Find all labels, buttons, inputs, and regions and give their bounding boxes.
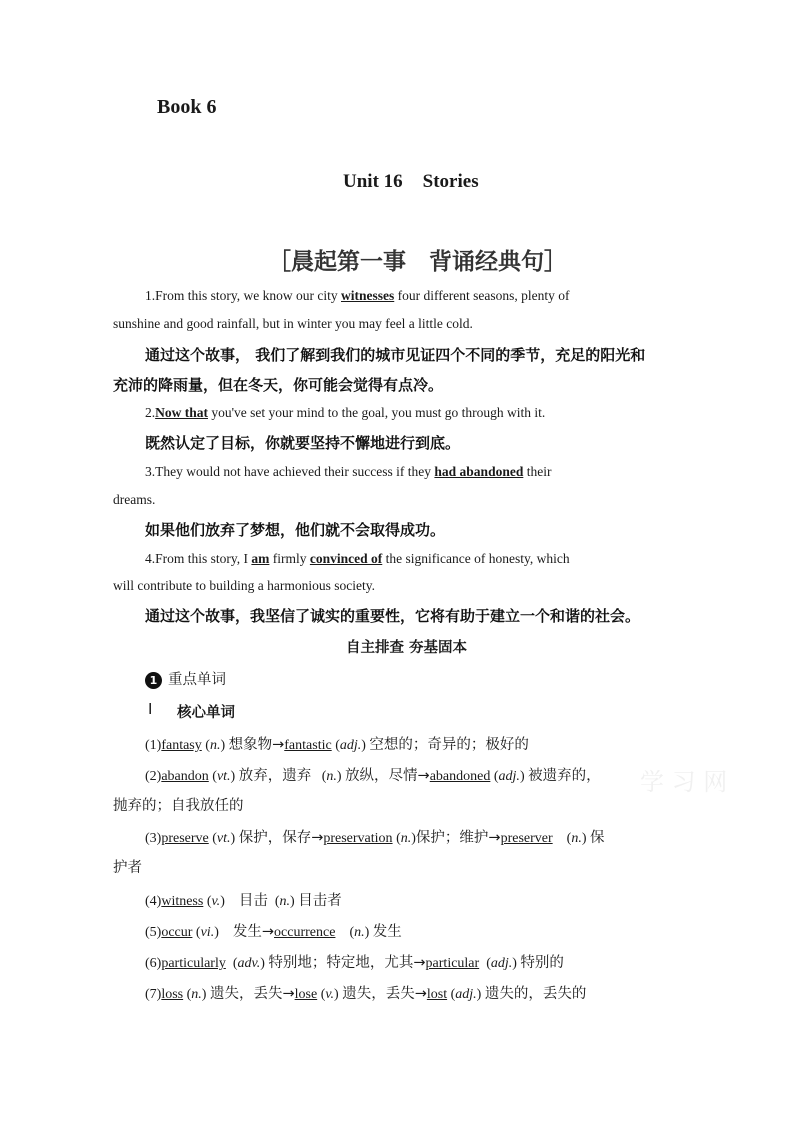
sentence-2-zh-line1: 既然认定了目标，你就要坚持不懈地进行到底。 [145, 434, 461, 452]
vocab-meaning: 目击 [238, 893, 268, 909]
part-of-speech: v. [325, 987, 335, 1002]
vocab-meaning: 保护；维护→ [415, 830, 501, 846]
sentence-1-en-line1 [145, 288, 569, 304]
key-phrase: had abandoned [434, 464, 524, 479]
sentence-2-en-line1 [145, 405, 545, 421]
subsection-label: 重点单词 [168, 672, 226, 688]
part-of-speech: n. [571, 831, 582, 846]
part-of-speech: n. [279, 894, 291, 909]
part-of-speech: n. [326, 769, 337, 784]
key-phrase: witnesses [341, 288, 395, 303]
part-of-speech: n. [191, 987, 202, 1002]
sentence-number: 3. [145, 464, 156, 479]
vocab-word: particular [425, 956, 480, 971]
vocab-meaning: 发生→ [232, 924, 275, 940]
sentence-1-zh-line1: 通过这个故事， 我们了解到我们的城市见证四个不同的季节，充足的阳光和 [145, 346, 646, 364]
subsection-heading [145, 668, 226, 689]
sentence-4-en-line2: will contribute to building a harmonious society. [113, 578, 375, 593]
vocab-word: occurrence [274, 925, 336, 940]
vocab-meaning: 想象物→ [228, 737, 285, 753]
vocab-word: lose [294, 987, 318, 1002]
vocab-meaning: 发生 [372, 924, 402, 940]
part-of-speech: adv. [237, 956, 261, 971]
sentence-4-zh-line1: 通过这个故事，我坚信了诚实的重要性，它将有助于建立一个和谐的社会。 [145, 607, 641, 625]
item-number: (7) [145, 987, 162, 1002]
part-of-speech: vt. [216, 769, 231, 784]
sentence-3-en-line2: dreams. [113, 492, 156, 507]
part-of-speech: vt. [216, 831, 231, 846]
part-of-speech: n. [354, 925, 365, 940]
sentence-1-zh-line2: 充沛的降雨量，但在冬天，你可能会觉得有点冷。 [113, 376, 444, 394]
circled-number-icon: 1 [145, 672, 162, 689]
part-of-speech: vi. [200, 925, 215, 940]
vocab-word: loss [161, 987, 184, 1002]
vocab-meaning: 遗失的，丢失的 [484, 986, 587, 1002]
sentence-3-zh-line1: 如果他们放弃了梦想，他们就不会取得成功。 [145, 521, 446, 539]
vocab-item-5: (5)occur (vi.) 发生→occurrence (n.) 发生 [145, 924, 402, 940]
vocab-meaning: 遗失，丢失→ [209, 986, 295, 1002]
vocab-word: witness [161, 894, 204, 909]
vocab-word: preservation [323, 831, 393, 846]
unit-title [343, 171, 479, 193]
item-number: (1) [145, 738, 162, 753]
vocab-word: abandoned [429, 769, 491, 784]
vocab-meaning: 特别地；特定地，尤其→ [268, 955, 426, 971]
part-of-speech: adj. [490, 956, 513, 971]
vocab-item-7: (7)loss (n.) 遗失，丢失→lose (v.) 遗失，丢失→lost (adj.) 遗失的，丢失的 [145, 986, 587, 1002]
vocab-item-4: (4)witness (v.) 目击 (n.) 目击者 [145, 893, 342, 909]
roman-numeral: Ⅰ [148, 702, 153, 718]
part-of-speech: v. [211, 894, 221, 909]
vocab-meaning: 被遗弃的， [528, 768, 601, 784]
vocab-word: abandon [161, 769, 209, 784]
key-phrase: convinced of [309, 551, 383, 566]
sentence-text: From this story, I [155, 551, 252, 566]
vocab-word: particularly [161, 956, 226, 971]
vocab-word: lost [426, 987, 448, 1002]
sentence-1-en-line2: sunshine and good rainfall, but in winter you may feel a little cold. [113, 316, 473, 331]
sentence-3-en-line1 [145, 464, 551, 480]
item-number: (2) [145, 769, 162, 784]
sentence-text: the significance of honesty, which [382, 551, 570, 566]
part-of-speech: adj. [455, 987, 477, 1002]
part-of-speech: n. [400, 831, 412, 846]
unit-topic: Stories [422, 171, 479, 192]
vocab-item-3-cont: 护者 [113, 860, 142, 876]
part-of-speech: n. [209, 738, 221, 753]
vocab-item-2: (2)abandon (vt.) 放弃，遗弃 (n.) 放纵，尽情→abandoned (adj.) 被遗弃的， [145, 768, 601, 784]
sentence-number: 2. [145, 405, 156, 420]
item-number: (3) [145, 831, 162, 846]
vocab-item-1: (1)fantasy (n.) 想象物→fantastic (adj.) 空想的；奇异的；极好的 [145, 737, 529, 753]
vocab-meaning: 遗失，丢失→ [342, 986, 427, 1002]
vocab-meaning: 放纵，尽情→ [345, 768, 430, 784]
sentence-text: From this story, we know our city [155, 288, 341, 303]
vocab-word: fantastic [284, 738, 332, 753]
sentence-text: you've set your mind to the goal, you must go through with it. [208, 405, 546, 420]
vocab-word: preserver [500, 831, 553, 846]
section-banner: ［晨起第一事 背诵经典句］ [268, 248, 567, 275]
sentence-number: 1. [145, 288, 156, 303]
book-title: Book 6 [157, 96, 217, 118]
vocab-meaning: 空想的；奇异的；极好的 [369, 737, 529, 753]
vocab-item-2-cont: 抛弃的；自我放任的 [113, 798, 244, 814]
vocab-meaning: 放弃，遗弃 [238, 768, 312, 784]
vocab-item-6: (6)particularly (adv.) 特别地；特定地，尤其→particular (adj.) 特别的 [145, 955, 564, 971]
sentence-text: four different seasons, plenty of [394, 288, 570, 303]
unit-number: Unit 16 [343, 171, 403, 192]
key-phrase: Now that [155, 405, 208, 420]
item-number: (4) [145, 894, 162, 909]
sentence-text: They would not have achieved their success if they [155, 464, 435, 479]
watermark: 学 习 网 [640, 768, 728, 796]
vocab-word: fantasy [161, 738, 202, 753]
vocab-item-3: (3)preserve (vt.) 保护，保存→preservation (n.)保护；维护→preserver (n.) 保 [145, 830, 605, 846]
vocab-word: occur [161, 925, 193, 940]
part-of-speech: adj. [339, 738, 362, 753]
sentence-number: 4. [145, 551, 156, 566]
section-title: 自主排查 夯基固本 [346, 640, 468, 656]
vocab-meaning: 目击者 [298, 893, 342, 909]
vocab-meaning: 保 [589, 830, 605, 846]
item-number: (5) [145, 925, 162, 940]
key-phrase: am [251, 551, 270, 566]
sentence-4-en-line1 [145, 551, 570, 567]
vocab-word: preserve [161, 831, 209, 846]
part-of-speech: adj. [498, 769, 520, 784]
sentence-text: their [523, 464, 552, 479]
vocab-meaning: 特别的 [520, 955, 564, 971]
item-number: (6) [145, 956, 162, 971]
core-words-label: 核心单词 [177, 705, 235, 721]
vocab-meaning: 保护，保存→ [238, 830, 324, 846]
sentence-text: firmly [269, 551, 310, 566]
